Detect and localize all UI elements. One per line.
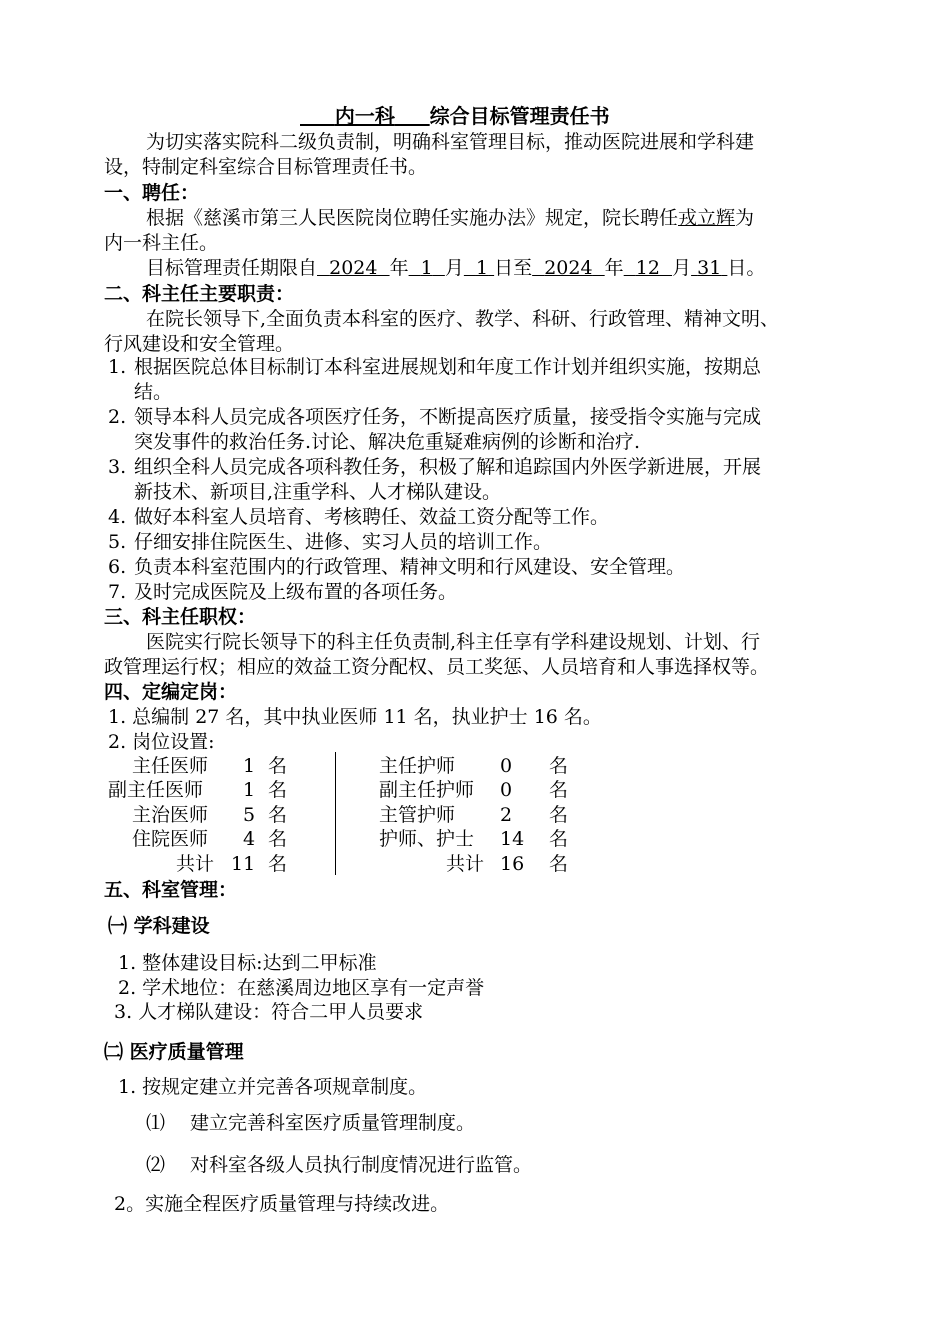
director-name: 戎立辉 <box>678 207 736 229</box>
duty-7-line-1: 及时完成医院及上级布置的各项任务。 <box>134 581 458 603</box>
duty-2-num: 2. <box>108 406 127 428</box>
section-1-heading: 一、聘任： <box>104 182 200 204</box>
duty-5-num: 5. <box>108 531 127 553</box>
nurse-unit: 名 <box>549 755 569 777</box>
quality-item-1: 1. 按规定建立并完善各项规章制度。 <box>118 1076 428 1098</box>
duty-1-line-1: 根据医院总体目标制订本科室进展规划和年度工作计划并组织实施，按期总 <box>134 356 762 378</box>
nurse-total-label: 共计 <box>446 853 485 875</box>
nurse-role: 主任护师 <box>379 755 456 777</box>
doctor-count: 1 <box>243 755 256 777</box>
quality-sub-2-text: 对科室各级人员执行制度情况进行监管。 <box>190 1154 533 1176</box>
duty-6-line-1: 负责本科室范围内的行政管理、精神文明和行风建设、安全管理。 <box>134 556 686 578</box>
doctor-unit: 名 <box>268 804 288 826</box>
duty-3-line-2: 新技术、新项目,注重学科、人才梯队建设。 <box>134 481 502 503</box>
doctor-count: 4 <box>243 828 256 850</box>
post-setup-label: 2. 岗位设置: <box>108 731 215 753</box>
subsection-2-mark: ㈡ <box>104 1041 124 1063</box>
quality-item-2: 2。实施全程医疗质量管理与持续改进。 <box>114 1193 450 1215</box>
doctor-unit: 名 <box>268 828 288 850</box>
nurse-role: 主管护师 <box>379 804 456 826</box>
doctor-role: 主任医师 <box>132 755 209 777</box>
appointment-line-2: 内一科主任。 <box>104 232 219 254</box>
section-3-heading: 三、科主任职权： <box>104 606 257 628</box>
term-end-year: 2024 <box>544 257 593 279</box>
discipline-item-2: 2. 学术地位：在慈溪周边地区享有一定声誉 <box>118 977 485 999</box>
duty-2-line-1: 领导本科人员完成各项医疗任务，不断提高医疗质量，接受指令实施与完成 <box>134 406 762 428</box>
discipline-item-1: 1. 整体建设目标:达到二甲标准 <box>118 952 377 974</box>
nurse-total-count: 16 <box>500 853 525 875</box>
quality-sub-2-num: ⑵ <box>146 1154 166 1176</box>
end-word: 日。 <box>727 257 766 279</box>
quality-sub-1-text: 建立完善科室医疗质量管理制度。 <box>190 1112 476 1134</box>
term-start-year: 2024 <box>329 257 378 279</box>
doctor-role: 副主任医师 <box>108 779 204 801</box>
doctor-role: 主治医师 <box>132 804 209 826</box>
duty-7-num: 7. <box>108 581 127 603</box>
term-end-month: 12 <box>635 257 660 279</box>
appointment-line <box>146 206 754 230</box>
duty-1-line-2: 结。 <box>134 381 173 403</box>
nurse-count: 0 <box>500 755 513 777</box>
intro-line-2: 设，特制定科室综合目标管理责任书。 <box>104 156 428 178</box>
title-text: 综合目标管理责任书 <box>429 104 610 128</box>
subsection-2-title: 医疗质量管理 <box>129 1041 244 1063</box>
term-line <box>146 256 765 280</box>
duty-2-line-2: 突发事件的救治任务.讨论、解决危重疑难病例的诊断和治疗. <box>134 431 641 453</box>
authority-line-1: 医院实行院长领导下的科主任负责制,科主任享有学科建设规划、计划、行 <box>146 631 761 653</box>
duty-3-line-1: 组织全科人员完成各项科教任务，积极了解和追踪国内外医学新进展，开展 <box>134 456 762 478</box>
year-word-2: 年 <box>604 257 624 279</box>
duty-intro-1: 在院长领导下,全面负责本科室的医疗、教学、科研、行政管理、精神文明、 <box>146 308 780 330</box>
appointment-text: 根据《慈溪市第三人民医院岗位聘任实施办法》规定，院长聘任 <box>146 207 679 229</box>
duty-3-num: 3. <box>108 456 127 478</box>
term-end-day: 31 <box>697 257 722 279</box>
section-4-heading: 四、定编定岗： <box>104 681 238 703</box>
month-word: 月 <box>444 257 464 279</box>
table-divider <box>335 752 336 875</box>
subsection-1-mark: ㈠ <box>108 915 128 937</box>
discipline-item-3: 3. 人才梯队建设：符合二甲人员要求 <box>114 1001 424 1023</box>
staffing-total: 1. 总编制 27 名，其中执业医师 11 名，执业护士 16 名。 <box>108 706 602 728</box>
term-prefix: 目标管理责任期限自 <box>146 257 318 279</box>
nurse-unit: 名 <box>549 828 569 850</box>
to-word: 日至 <box>494 257 533 279</box>
duty-6-num: 6. <box>108 556 127 578</box>
doctor-total-label: 共计 <box>176 853 215 875</box>
quality-sub-1-num: ⑴ <box>146 1112 166 1134</box>
nurse-count: 14 <box>500 828 525 850</box>
nurse-count: 2 <box>500 804 513 826</box>
doctor-role: 住院医师 <box>132 828 209 850</box>
duty-intro-2: 行风建设和安全管理。 <box>104 333 295 355</box>
doctor-unit: 名 <box>268 755 288 777</box>
duty-1-num: 1. <box>108 356 127 378</box>
doctor-count: 5 <box>243 804 256 826</box>
title-dept: 内一科 <box>334 104 395 128</box>
intro-line-1: 为切实落实院科二级负责制，明确科室管理目标，推动医院进展和学科建 <box>146 131 755 153</box>
doctor-unit: 名 <box>268 779 288 801</box>
appointment-suffix: 为 <box>735 207 755 229</box>
subsection-2-heading <box>104 1040 244 1064</box>
month-word-2: 月 <box>672 257 692 279</box>
doctor-count: 1 <box>243 779 256 801</box>
subsection-1-title: 学科建设 <box>133 915 210 937</box>
term-start-month: 1 <box>420 257 433 279</box>
page-title <box>300 104 610 128</box>
subsection-1-heading <box>108 914 210 938</box>
duty-4-line-1: 做好本科室人员培育、考核聘任、效益工资分配等工作。 <box>134 506 610 528</box>
nurse-role: 副主任护师 <box>379 779 475 801</box>
duty-4-num: 4. <box>108 506 127 528</box>
nurse-count: 0 <box>500 779 513 801</box>
section-5-heading: 五、科室管理： <box>104 879 238 901</box>
term-start-day: 1 <box>475 257 489 279</box>
authority-line-2: 政管理运行权；相应的效益工资分配权、员工奖惩、人员培育和人事选择权等。 <box>104 656 770 678</box>
section-2-heading: 二、科主任主要职责： <box>104 283 295 305</box>
year-word: 年 <box>389 257 409 279</box>
nurse-unit: 名 <box>549 853 569 875</box>
nurse-role: 护师、护士 <box>379 828 475 850</box>
duty-5-line-1: 仔细安排住院医生、进修、实习人员的培训工作。 <box>134 531 553 553</box>
nurse-unit: 名 <box>549 779 569 801</box>
doctor-unit: 名 <box>268 853 288 875</box>
doctor-total-count: 11 <box>231 853 256 875</box>
nurse-unit: 名 <box>549 804 569 826</box>
